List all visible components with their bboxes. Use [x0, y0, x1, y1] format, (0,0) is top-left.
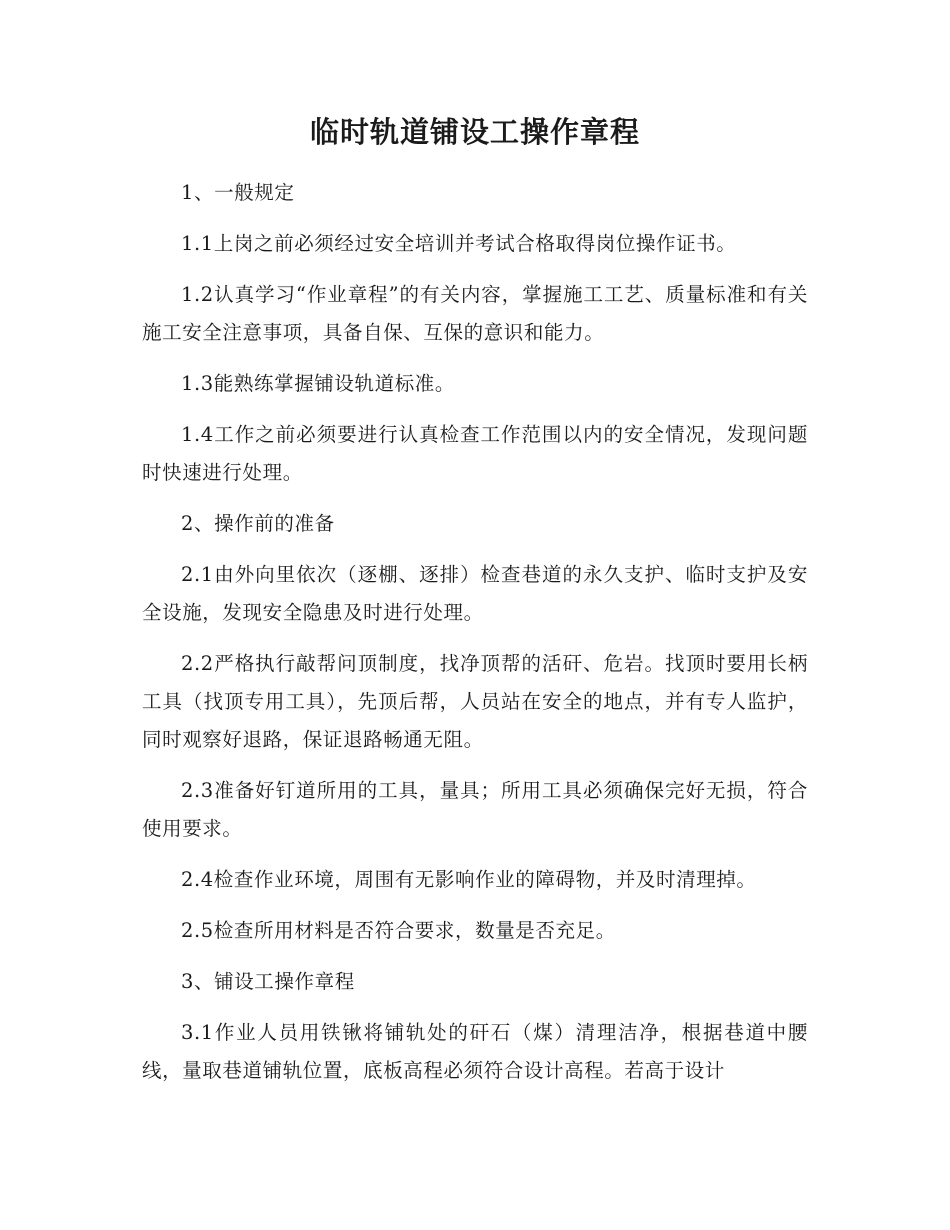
paragraph: 1.2认真学习“作业章程”的有关内容，掌握施工工艺、质量标准和有关施工安全注意事项，具备自保、互保的意识和能力。	[142, 283, 808, 344]
paragraph: 1.1上岗之前必须经过安全培训并考试合格取得岗位操作证书。	[181, 232, 737, 255]
paragraph: 2.4检查作业环境，周围有无影响作业的障碍物，并及时清理掉。	[181, 868, 757, 891]
paragraph: 1.4工作之前必须要进行认真检查工作范围以内的安全情况，发现问题时快速进行处理。	[142, 423, 808, 484]
section-heading: 3、铺设工操作章程	[181, 970, 355, 993]
section-heading: 2、操作前的准备	[181, 512, 335, 535]
paragraph: 2.2严格执行敲帮问顶制度，找净顶帮的活矸、危岩。找顶时要用长柄工具（找顶专用工具），先顶后帮，人员站在安全的地点，并有专人监护，同时观察好退路，保证退路畅通无阻。	[142, 652, 808, 751]
document-title: 临时轨道铺设工操作章程	[309, 115, 640, 149]
paragraph: 2.5检查所用材料是否符合要求，数量是否充足。	[181, 919, 616, 942]
paragraph: 3.1作业人员用铁锹将铺轨处的矸石（煤）清理洁净，根据巷道中腰线，量取巷道铺轨位置，底板高程必须符合设计高程。若高于设计	[142, 1021, 808, 1082]
paragraph: 2.3准备好钉道所用的工具，量具；所用工具必须确保完好无损，符合使用要求。	[142, 779, 808, 840]
section-heading: 1、一般规定	[181, 181, 295, 204]
paragraph: 1.3能熟练掌握铺设轨道标准。	[181, 372, 456, 395]
paragraph: 2.1由外向里依次（逐棚、逐排）检查巷道的永久支护、临时支护及安全设施，发现安全隐患及时进行处理。	[142, 563, 808, 624]
